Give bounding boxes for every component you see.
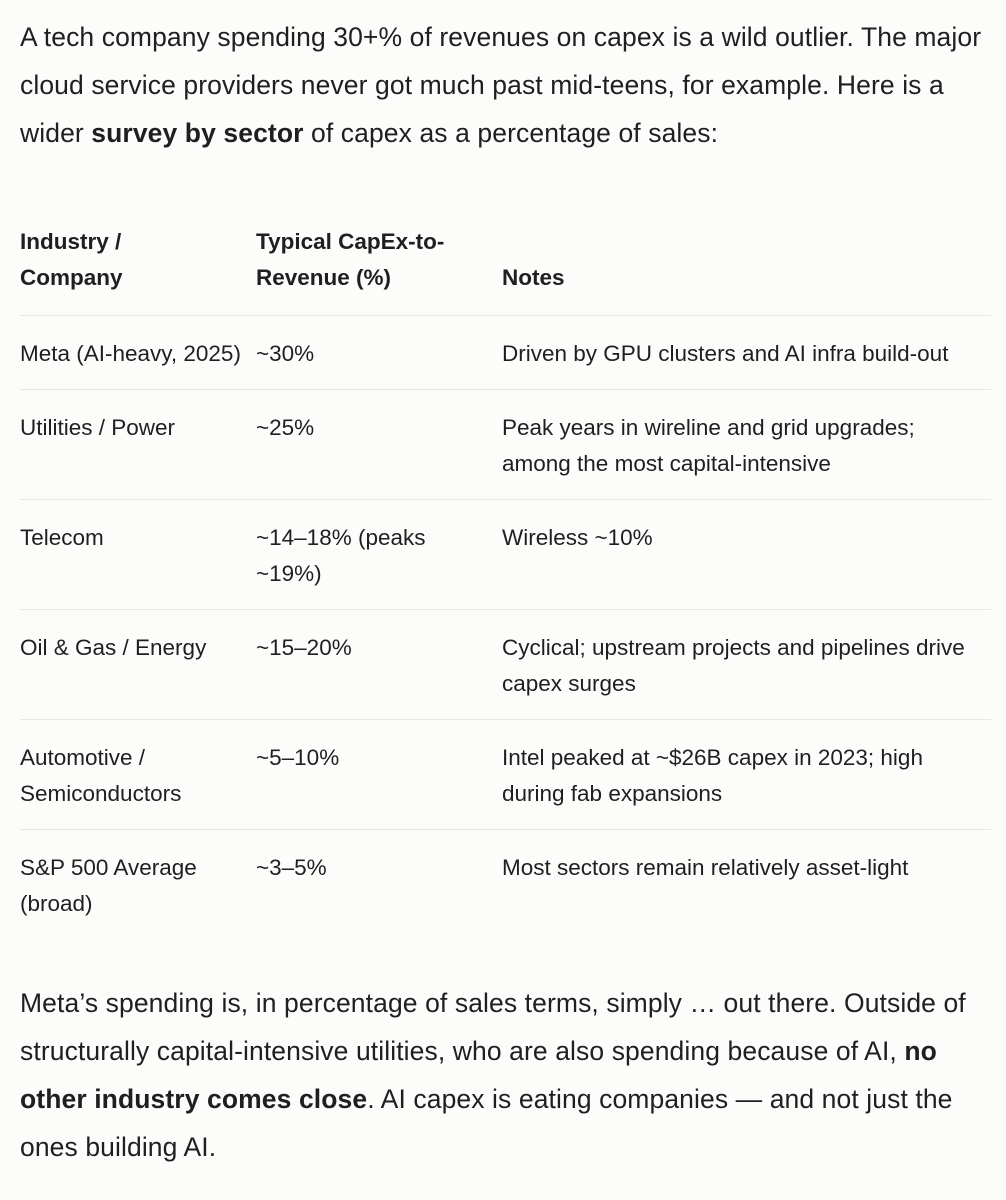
- cell-notes: Peak years in wireline and grid upgrades; among the most capital-intensive: [502, 390, 991, 500]
- conclusion-paragraph: [20, 979, 986, 1171]
- cell-industry: Telecom: [20, 500, 256, 610]
- table-row: [20, 610, 991, 720]
- table-row: [20, 316, 991, 390]
- cell-industry: Oil & Gas / Energy: [20, 610, 256, 720]
- cell-notes: Most sectors remain relatively asset-light: [502, 855, 909, 880]
- cell-capex-ratio: ~5–10%: [256, 720, 502, 830]
- table-row: [20, 830, 991, 940]
- intro-bold-phrase: survey by sector: [91, 118, 304, 148]
- cell-industry: S&P 500 Average (broad): [20, 855, 197, 916]
- column-header-notes: Notes: [502, 213, 991, 316]
- column-header-industry: Industry / Company: [20, 213, 256, 316]
- cell-industry: Automotive / Semiconductors: [20, 720, 256, 830]
- intro-text-end: of capex as a percentage of sales:: [303, 118, 719, 148]
- column-header-capex-ratio: Typical CapEx-to-Revenue (%): [256, 213, 502, 316]
- cell-industry: Utilities / Power: [20, 390, 256, 500]
- capex-by-sector-table: [20, 213, 991, 939]
- outro-text-end: . AI capex is eating companies — and not just the ones building AI.: [20, 1084, 953, 1162]
- cell-notes: Intel peaked at ~$26B capex in 2023; high during fab expansions: [502, 720, 991, 830]
- table-header-row: [20, 213, 991, 316]
- cell-notes: Wireless ~10%: [502, 500, 991, 610]
- intro-text: A tech company spending 30+% of revenues on capex is a wild outlier. The major cloud service providers never got much past mid-teens, for example. Here is a wider: [20, 22, 982, 148]
- outro-text: Meta’s spending is, in percentage of sales terms, simply … out there. Outside of structurally capital-intensive utilities, who are also spending because of AI,: [20, 988, 966, 1066]
- cell-industry: Meta (AI-heavy, 2025): [20, 316, 256, 390]
- table-row: [20, 500, 991, 610]
- cell-notes: Driven by GPU clusters and AI infra build-out: [502, 316, 991, 390]
- intro-paragraph: [20, 0, 986, 157]
- cell-notes: Cyclical; upstream projects and pipelines drive capex surges: [502, 610, 991, 720]
- cell-capex-ratio: ~3–5%: [256, 855, 327, 880]
- cell-capex-ratio: ~25%: [256, 390, 502, 500]
- cell-capex-ratio: ~15–20%: [256, 610, 502, 720]
- table-row: [20, 390, 991, 500]
- cell-capex-ratio: ~30%: [256, 316, 502, 390]
- outro-bold-phrase: no other industry comes close: [20, 1036, 937, 1114]
- cell-capex-ratio: ~14–18% (peaks ~19%): [256, 500, 502, 610]
- table-row: [20, 720, 991, 830]
